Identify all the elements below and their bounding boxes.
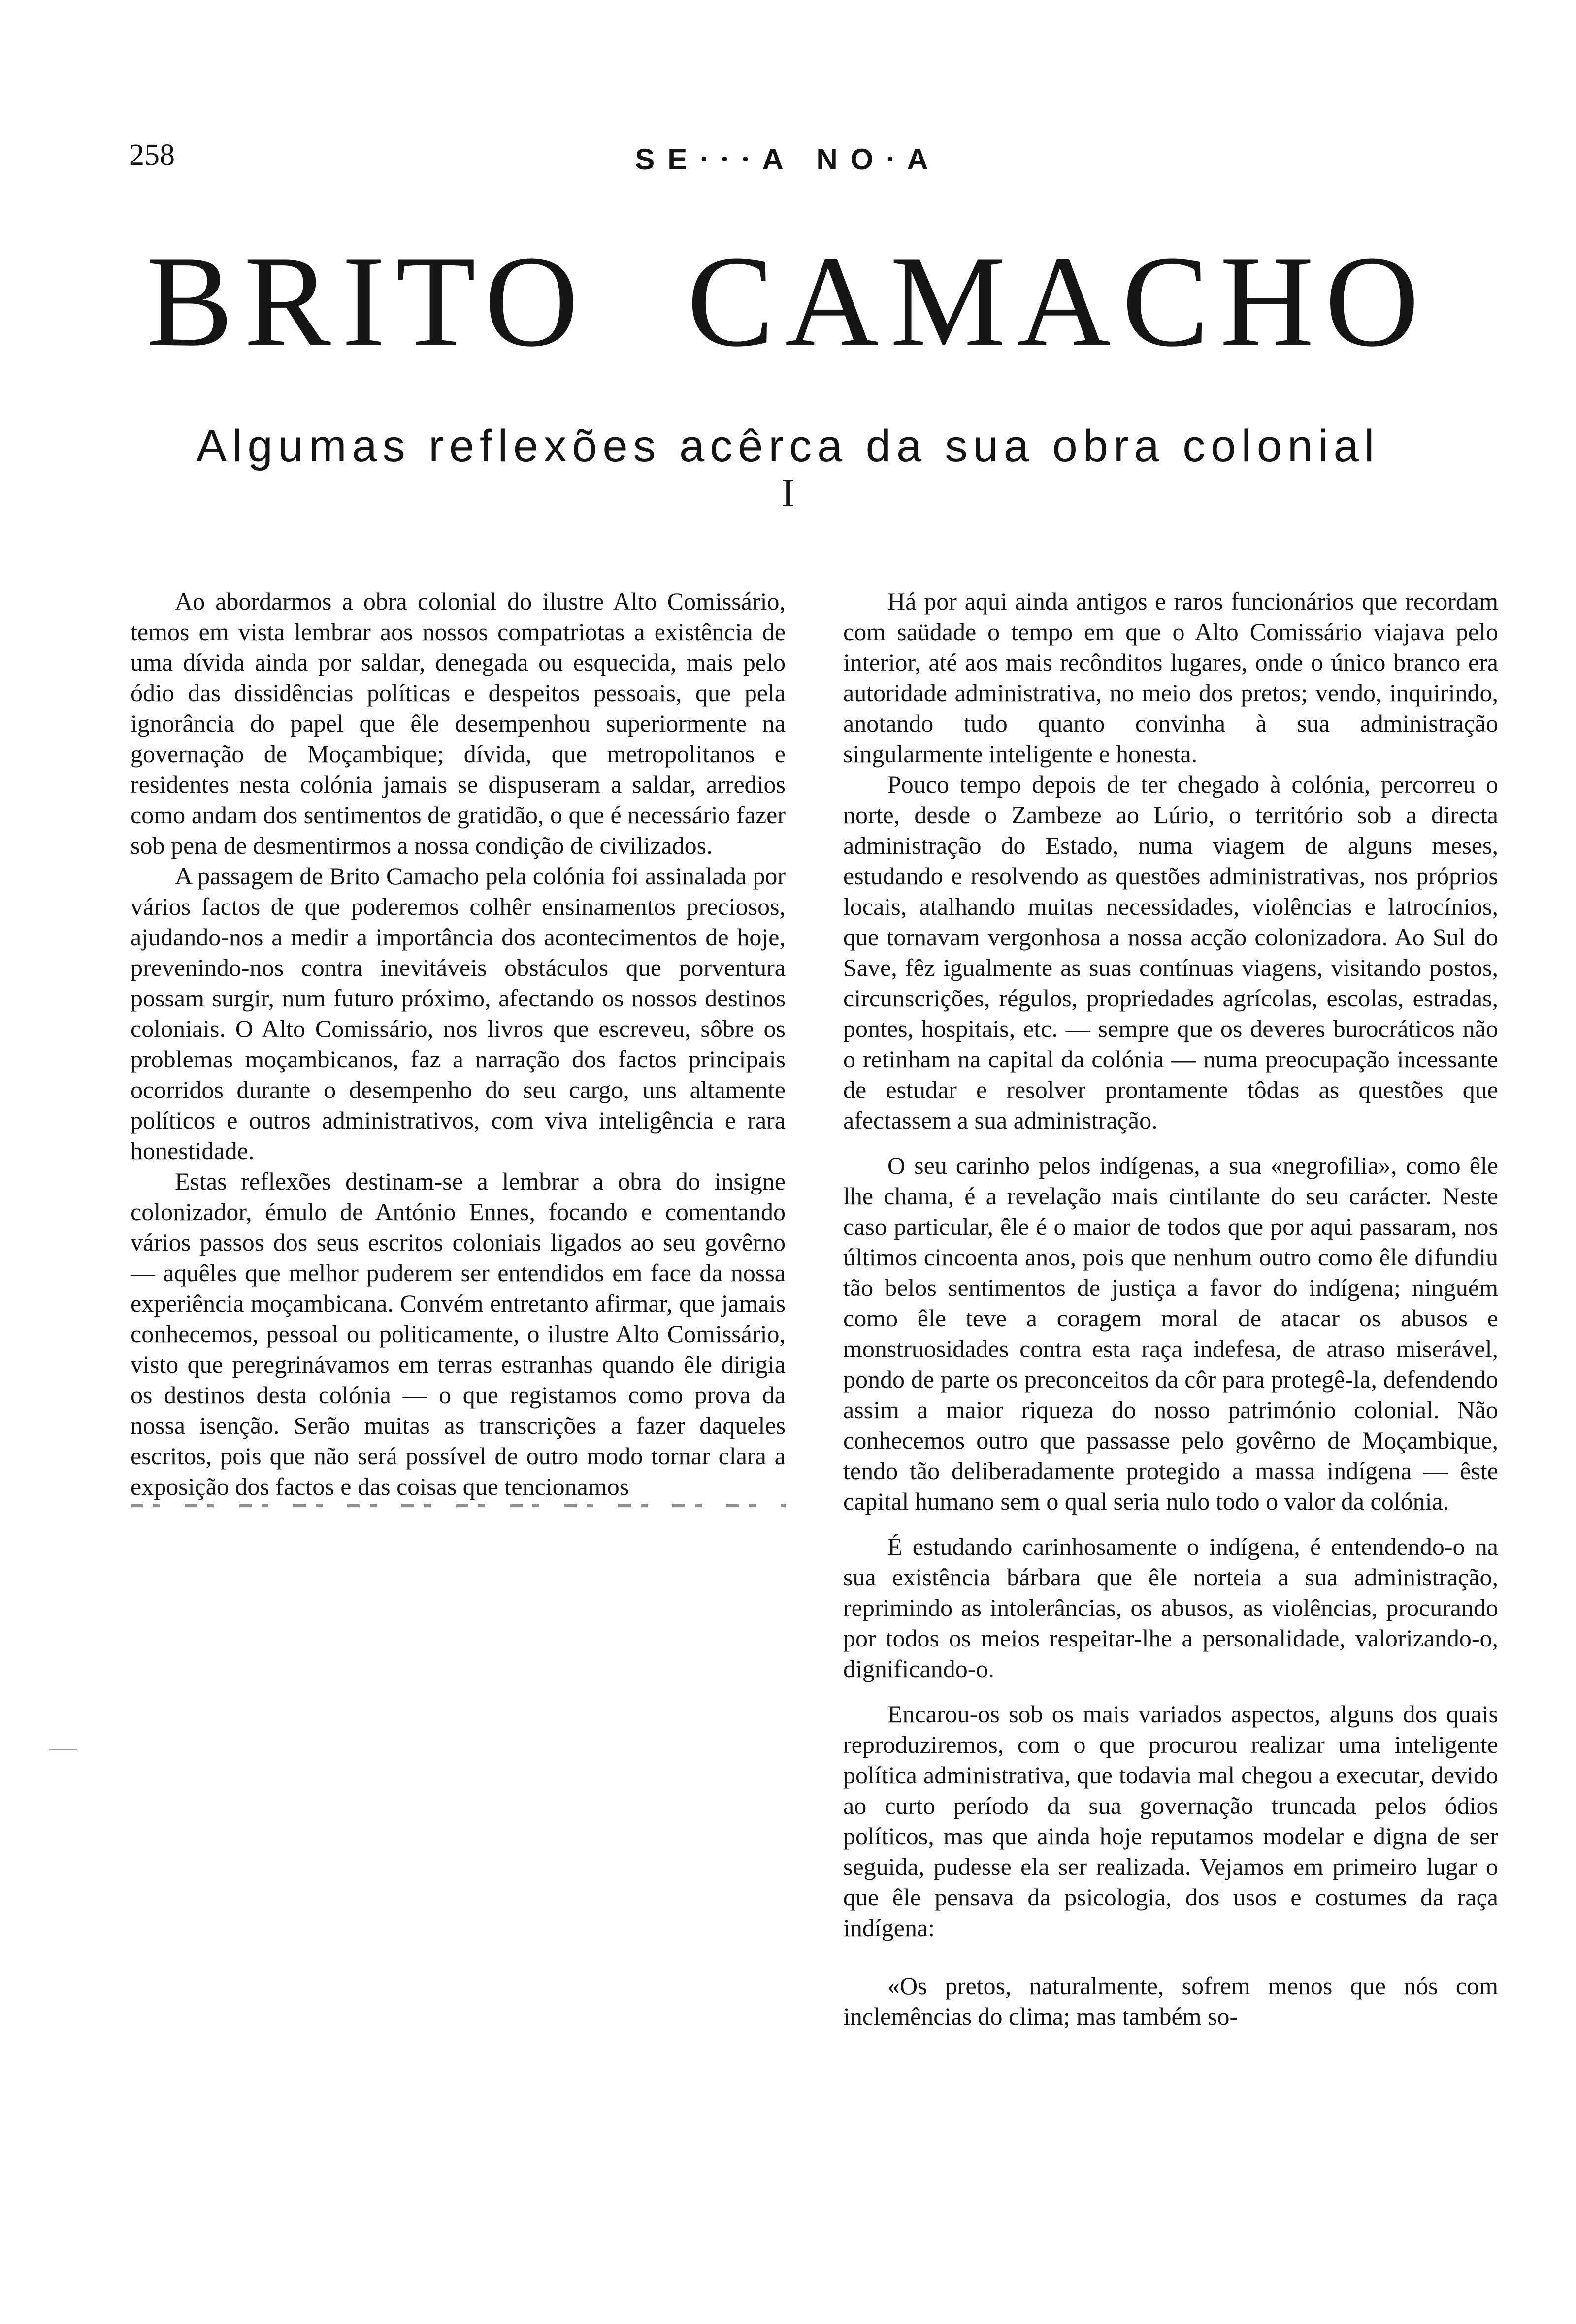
truncated-text-line bbox=[131, 1504, 786, 1516]
paragraph: Encarou-os sob os mais variados aspectos, alguns dos quais reproduziremos, com o que procurou realizar uma inteligente política administrativa, que todavia mal chegou a executar, devido ao curto período da sua governação truncada pelos ódios políticos, mas que ainda hoje reputamos modelar e digna de ser seguida, pudesse ela ser realizada. Vejamos em primeiro lugar o que êle pensava da psicologia, dos usos e costumes da raça indígena: bbox=[843, 1700, 1498, 1941]
paragraph: É estudando carinhosamente o indígena, é entendendo-o na sua existência bárbara que êle norteia a sua administração, reprimindo as intolerâncias, os abusos, as violências, procurando por todos os meios respeitar-lhe a personalidade, valorizando-o, dignificando-o. bbox=[843, 1533, 1498, 1682]
paragraph: Estas reflexões destinam-se a lembrar a obra do insigne colonizador, émulo de António Ennes, focando e comentando vários passos dos seus escritos coloniais ligados ao seu govêrno — aquêles que melhor puderem ser entendidos em face da nossa experiência moçambicana. Convém entretanto afirmar, que jamais conhecemos, pessoal ou politicamente, o ilustre Alto Comissário, visto que peregrinávamos em terras estranhas quando êle dirigia os destinos desta colónia — o que registamos como prova da nossa isenção. Serão muitas as transcrições a fazer daqueles escritos, pois que não será possível de outro modo tornar clara a exposição dos factos e das coisas que tencionamos bbox=[131, 1167, 786, 1500]
left-column bbox=[131, 586, 786, 1516]
running-header bbox=[0, 138, 1576, 177]
quoted-paragraph: «Os pretos, naturalmente, sofrem menos que nós com inclemências do clima; mas também so- bbox=[843, 1972, 1498, 2030]
paragraph: A passagem de Brito Camacho pela colónia foi assinalada por vários factos de que poderemos colhêr ensinamentos preciosos, ajudando-nos a medir a importância dos acontecimentos de hoje, prevenindo-nos contra inevitáveis obstáculos que porventura possam surgir, num futuro próximo, afectando os nossos destinos coloniais. O Alto Comissário, nos livros que escreveu, sôbre os problemas moçambicanos, faz a narração dos factos principais ocorridos durante o desempenho do seu cargo, uns altamente políticos e outros administrativos, com viva inteligência e rara honestidade. bbox=[131, 862, 786, 1164]
article-title: BRITO CAMACHO bbox=[146, 229, 1430, 374]
paragraph: Ao abordarmos a obra colonial do ilustre Alto Comissário, temos em vista lembrar aos nossos compatriotas a existência de uma dívida ainda por saldar, denegada ou esquecida, mais pelo ódio das dissidências políticas e despeitos pessoais, que pela ignorância do papel que êle desempenhou superiormente na governação de Moçambique; dívida, que metropolitanos e residentes nesta colónia jamais se dispuseram a saldar, arredios como andam dos sentimentos de gratidão, o que é necessário fazer sob pena de desmentirmos a nossa condição de civilizados. bbox=[131, 587, 786, 859]
journal-title: SE⸱⸱⸱A NO⸱A bbox=[635, 143, 941, 176]
paragraph: Pouco tempo depois de ter chegado à colónia, percorreu o norte, desde o Zambeze ao Lúrio, o território sob a directa administração do Estado, numa viagem de alguns meses, estudando e resolvendo as questões administrativas, nos próprios locais, atalhando muitas necessidades, violências e latrocínios, que tornavam vergonhosa a nossa acção colonizadora. Ao Sul do Save, fêz igualmente as suas contínuas viagens, visitando postos, circunscrições, régulos, propriedades agrícolas, escolas, estradas, pontes, hospitais, etc. — sempre que os deveres burocráticos não o retinham na capital da colónia — numa preocupação incessante de estudar e resolver prontamente tôdas as questões que afectassem a sua administração. bbox=[843, 771, 1498, 1134]
article-subtitle: Algumas reflexões acêrca da sua obra colonial bbox=[196, 421, 1380, 471]
right-column bbox=[843, 586, 1498, 2032]
paragraph: O seu carinho pelos indígenas, a sua «negrofilia», como êle lhe chama, é a revelação mais cintilante do seu carácter. Neste caso particular, êle é o maior de todos que por aqui passaram, nos últimos cincoenta anos, pois que nenhum outro como êle difundiu tão belos sentimentos de justiça a favor do indígena; ninguém como êle teve a coragem moral de atacar os abusos e monstruosidades contra esta raça indefesa, de atraso miserável, pondo de parte os preconceitos da côr para protegê-la, defendendo assim a maior riqueza do nosso património colonial. Não conhecemos outro que passasse pelo govêrno de Moçambique, tendo tão deliberadamente protegido a massa indígena — êste capital humano sem o qual seria nulo todo o valor da colónia. bbox=[843, 1152, 1498, 1515]
page-number: 258 bbox=[129, 138, 175, 172]
part-numeral: I bbox=[781, 470, 795, 515]
margin-mark bbox=[49, 1749, 77, 1750]
paragraph: Há por aqui ainda antigos e raros funcionários que recordam com saüdade o tempo em que o Alto Comissário viajava pelo interior, até aos mais recônditos lugares, onde o único branco era autoridade administrativa, no meio dos pretos; vendo, inquirindo, anotando tudo quanto convinha à sua administração singularmente inteligente e honesta. bbox=[843, 587, 1498, 768]
